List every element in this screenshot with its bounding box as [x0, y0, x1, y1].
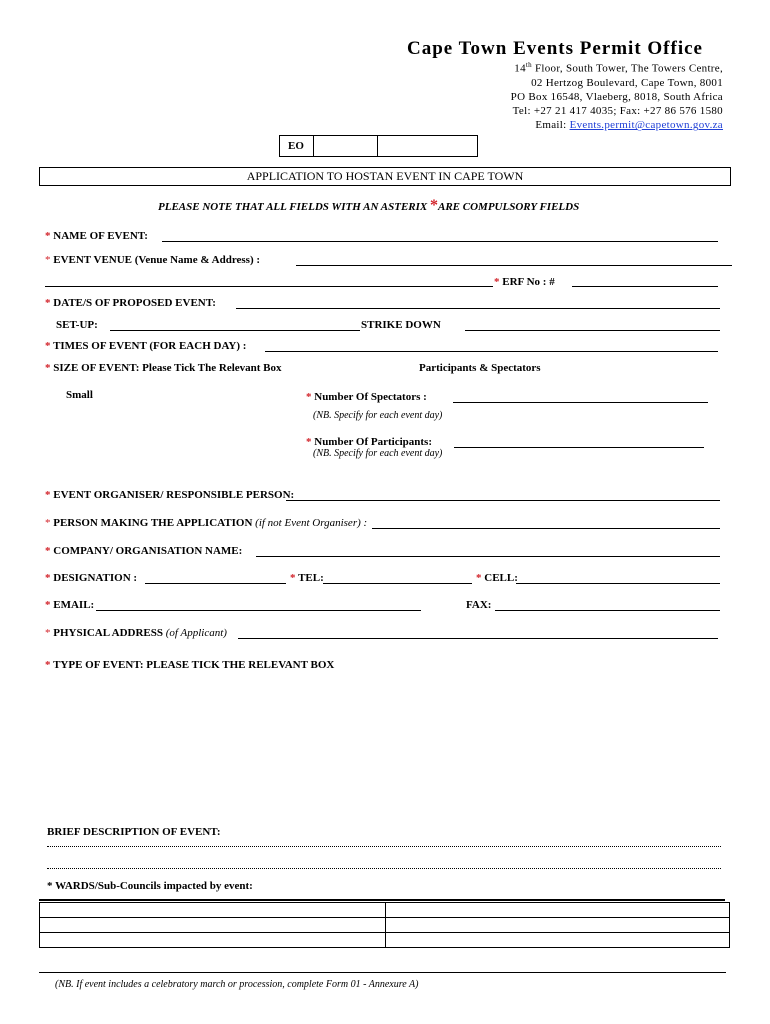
label-text: DATE/S OF PROPOSED EVENT: — [53, 297, 216, 309]
address-line-3: PO Box 16548, Vlaeberg, 8018, South Africa — [510, 91, 723, 104]
spectators-field[interactable] — [453, 402, 708, 403]
asterisk-icon: * — [45, 254, 51, 266]
wards-cell[interactable] — [40, 903, 386, 918]
label-text: WARDS/Sub-Councils impacted by event: — [55, 880, 253, 892]
wards-cell[interactable] — [386, 903, 730, 918]
asterisk-icon: * — [45, 545, 51, 557]
asterisk-icon: * — [290, 572, 296, 584]
notice-text: ARE COMPULSORY FIELDS — [438, 201, 580, 213]
asterisk-icon: * — [45, 517, 51, 529]
asterisk-icon: * — [45, 599, 51, 611]
setup-field[interactable] — [110, 330, 360, 331]
physical-address-field[interactable] — [238, 638, 718, 639]
company-label — [45, 545, 242, 557]
setup-label: SET-UP: — [56, 319, 98, 331]
asterisk-icon: * — [430, 197, 438, 214]
eo-divider — [313, 136, 314, 156]
email-line — [511, 118, 723, 132]
wards-cell[interactable] — [40, 933, 386, 948]
label-text: EMAIL: — [53, 599, 95, 611]
label-text: Number Of Participants: — [314, 436, 432, 448]
applicant-label — [45, 517, 367, 529]
strike-down-label: STRIKE DOWN — [361, 319, 441, 331]
label-text: DESIGNATION : — [53, 572, 138, 584]
label-text: Number Of Spectators : — [314, 391, 427, 403]
label-hint: (Venue Name & Address) : — [134, 254, 261, 266]
dates-field[interactable] — [236, 308, 720, 309]
asterisk-icon: * — [45, 489, 51, 501]
eo-box[interactable] — [279, 135, 478, 157]
label-text: ERF No : # — [502, 276, 555, 288]
label-text: TEL: — [298, 572, 324, 584]
organiser-field[interactable] — [286, 500, 720, 501]
asterisk-icon: * — [306, 391, 312, 403]
email-label: Email: — [535, 119, 570, 132]
label-text: COMPANY/ ORGANISATION NAME: — [53, 545, 243, 557]
label-text: TYPE OF EVENT: PLEASE TICK THE RELEVANT BOX — [53, 659, 335, 671]
fax-label: FAX: — [466, 599, 492, 611]
wards-label — [47, 880, 253, 892]
label-text: PHYSICAL ADDRESS — [53, 627, 163, 639]
designation-label — [45, 572, 137, 584]
label-text: SIZE OF EVENT: Please Tick The Relevant Box — [53, 362, 282, 374]
name-of-event-label — [45, 230, 148, 242]
table-row — [40, 903, 730, 918]
dates-label — [45, 297, 216, 309]
cell-field[interactable] — [516, 583, 720, 584]
address-line-1: 14th Floor, South Tower, The Towers Centre, — [514, 61, 723, 75]
applicant-field[interactable] — [372, 528, 720, 529]
wards-cell[interactable] — [386, 918, 730, 933]
table-row — [40, 933, 730, 948]
wards-cell[interactable] — [386, 933, 730, 948]
company-field[interactable] — [256, 556, 720, 557]
size-label — [45, 362, 282, 374]
asterisk-icon: * — [306, 436, 312, 448]
footer-rule — [39, 972, 726, 973]
wards-top-rule — [39, 899, 725, 901]
email-field-label — [45, 599, 94, 611]
eo-label: EO — [288, 140, 304, 152]
event-venue-field-2[interactable] — [45, 286, 493, 287]
asterisk-icon: * — [45, 572, 51, 584]
type-of-event-label — [45, 659, 334, 671]
compulsory-notice — [158, 197, 579, 215]
wards-table — [39, 902, 730, 948]
asterisk-icon: * — [494, 276, 500, 288]
asterisk-icon: * — [47, 880, 53, 892]
email-link[interactable]: Events.permit@capetown.gov.za — [569, 119, 723, 132]
event-venue-field[interactable] — [296, 265, 732, 266]
label-hint: (of Applicant) — [165, 627, 227, 639]
fax-field[interactable] — [495, 610, 720, 611]
spectators-note: (NB. Specify for each event day) — [313, 410, 443, 421]
times-field[interactable] — [265, 351, 718, 352]
event-venue-label — [45, 254, 260, 266]
designation-field[interactable] — [145, 583, 286, 584]
name-of-event-field[interactable] — [162, 241, 718, 242]
brief-description-line-2[interactable] — [47, 868, 721, 869]
office-title: Cape Town Events Permit Office — [407, 38, 703, 59]
erf-field[interactable] — [572, 286, 718, 287]
small-option[interactable]: Small — [66, 389, 93, 401]
brief-description-line-1[interactable] — [47, 846, 721, 847]
organiser-label — [45, 489, 294, 501]
email-field[interactable] — [96, 610, 421, 611]
physical-address-label — [45, 627, 227, 639]
notice-text: PLEASE NOTE THAT ALL FIELDS WITH AN ASTERIX — [158, 201, 430, 213]
brief-description-label: BRIEF DESCRIPTION OF EVENT: — [47, 826, 221, 838]
label-text: EVENT ORGANISER/ RESPONSIBLE PERSON: — [53, 489, 295, 501]
form-title-box — [39, 167, 731, 186]
participants-spectators-label: Participants & Spectators — [419, 362, 541, 374]
asterisk-icon: * — [45, 297, 51, 309]
label-hint: (if not Event Organiser) : — [255, 517, 368, 529]
cell-label — [476, 572, 518, 584]
eo-divider — [377, 136, 378, 156]
participants-field[interactable] — [454, 447, 704, 448]
participants-note: (NB. Specify for each event day) — [313, 448, 443, 459]
table-row — [40, 918, 730, 933]
tel-label — [290, 572, 324, 584]
footer-note: (NB. If event includes a celebratory march or procession, complete Form 01 - Annexure A) — [55, 979, 419, 990]
wards-cell[interactable] — [40, 918, 386, 933]
asterisk-icon: * — [45, 340, 51, 352]
spectators-label — [306, 391, 427, 403]
label-text: NAME OF EVENT: — [53, 230, 148, 242]
asterisk-icon: * — [476, 572, 482, 584]
address-line-2: 02 Hertzog Boulevard, Cape Town, 8001 — [531, 76, 723, 89]
erf-label — [494, 276, 555, 288]
tel-field[interactable] — [323, 583, 472, 584]
label-text: CELL: — [484, 572, 518, 584]
asterisk-icon: * — [45, 362, 51, 374]
label-text: EVENT VENUE — [53, 254, 133, 266]
form-title: APPLICATION TO HOSTAN EVENT IN CAPE TOWN — [246, 169, 524, 183]
strike-down-field[interactable] — [465, 330, 720, 331]
address-line-4: Tel: +27 21 417 4035; Fax: +27 86 576 1580 — [512, 105, 723, 118]
asterisk-icon: * — [45, 230, 51, 242]
asterisk-icon: * — [45, 627, 51, 639]
label-text: PERSON MAKING THE APPLICATION — [53, 517, 253, 529]
participants-label — [306, 436, 432, 448]
office-address — [511, 58, 723, 133]
times-label — [45, 340, 246, 352]
label-text: TIMES OF EVENT (FOR EACH DAY) : — [53, 340, 247, 352]
asterisk-icon: * — [45, 659, 51, 671]
